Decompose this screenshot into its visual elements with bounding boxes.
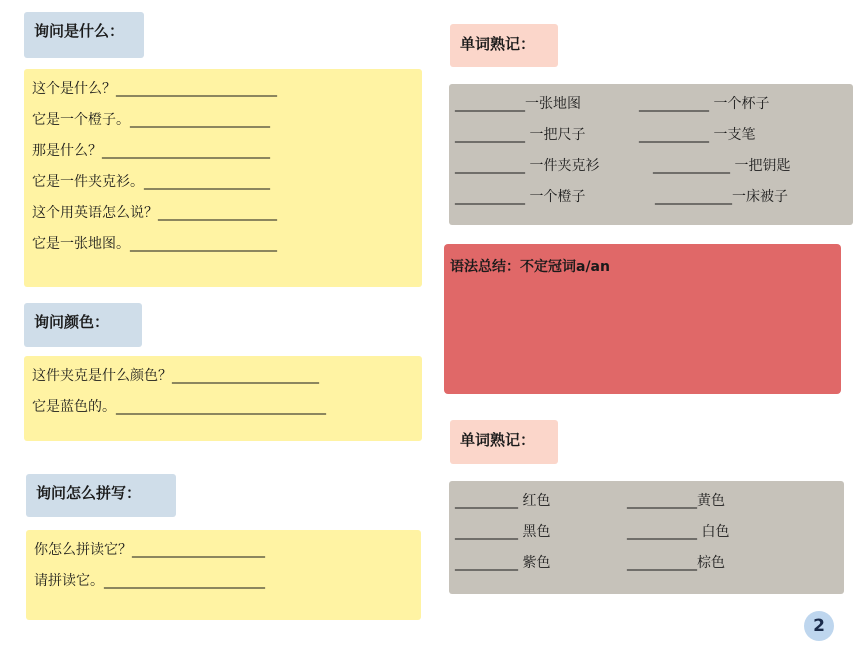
- vocab-2-row: [455, 551, 838, 582]
- panel-vocab-1: [449, 84, 853, 225]
- ask-spell-line: 请拼读它。_______________________: [34, 573, 265, 589]
- ask-what-line: 这个用英语怎么说？_________________: [32, 205, 277, 221]
- ask-what-line: 这个是什么？_______________________: [32, 81, 277, 97]
- heading-ask-spell: [26, 474, 176, 517]
- vocab-2-row: [455, 489, 838, 520]
- heading-vocab-2-text: 单词熟记：: [460, 431, 536, 449]
- grammar-summary-title: 语法总结：不定冠词a/an: [450, 259, 610, 275]
- vocab-1-row: [455, 92, 847, 123]
- heading-ask-spell-text: 询问怎么拼写：: [36, 484, 142, 502]
- vocab-1-row: [455, 123, 847, 154]
- vocab-1-item: ___________一床被子: [655, 189, 788, 205]
- heading-vocab-1: [450, 24, 558, 67]
- vocab-2-item: _________ 红色: [455, 493, 551, 509]
- vocab-1-item: __________ 一把尺子: [455, 127, 586, 143]
- vocab-1-item: __________ 一个橙子: [455, 189, 586, 205]
- heading-vocab-1-text: 单词熟记：: [460, 35, 536, 53]
- heading-vocab-2: [450, 420, 558, 464]
- vocab-2-item: _________ 黑色: [455, 524, 551, 540]
- vocab-1-row: [455, 154, 847, 185]
- ask-what-line: 它是一张地图。_____________________: [32, 236, 277, 252]
- panel-ask-what: [24, 69, 422, 287]
- ask-color-line: 这件夹克是什么颜色？_____________________: [32, 368, 319, 384]
- vocab-2-item: __________黄色: [627, 493, 725, 509]
- ask-what-line: 它是一件夹克衫。__________________: [32, 174, 270, 190]
- vocab-2-item: __________ 白色: [627, 524, 730, 540]
- panel-grammar-summary: [444, 244, 841, 394]
- vocab-1-item: __________ 一个杯子: [639, 96, 770, 112]
- heading-ask-color-text: 询问颜色：: [34, 313, 110, 331]
- vocab-1-item: __________ 一支笔: [639, 127, 756, 143]
- ask-color-line: 它是蓝色的。______________________________: [32, 399, 326, 415]
- heading-ask-color: [24, 303, 142, 347]
- vocab-1-row: [455, 185, 847, 216]
- panel-ask-color: [24, 356, 422, 441]
- ask-what-line: 那是什么？________________________: [32, 143, 270, 159]
- vocab-1-item: __________一张地图: [455, 96, 581, 112]
- vocab-2-row: [455, 520, 838, 551]
- ask-what-line: 它是一个橙子。____________________: [32, 112, 270, 128]
- vocab-1-item: __________ 一件夹克衫: [455, 158, 600, 174]
- vocab-2-item: __________棕色: [627, 555, 725, 571]
- heading-ask-what: [24, 12, 144, 58]
- page-number-badge: 2: [804, 611, 834, 641]
- panel-ask-spell: [26, 530, 421, 620]
- heading-ask-what-text: 询问是什么：: [34, 22, 125, 40]
- vocab-1-item: ___________ 一把钥匙: [653, 158, 791, 174]
- ask-spell-line: 你怎么拼读它？___________________: [34, 542, 265, 558]
- vocab-2-item: _________ 紫色: [455, 555, 551, 571]
- panel-vocab-2: [449, 481, 844, 594]
